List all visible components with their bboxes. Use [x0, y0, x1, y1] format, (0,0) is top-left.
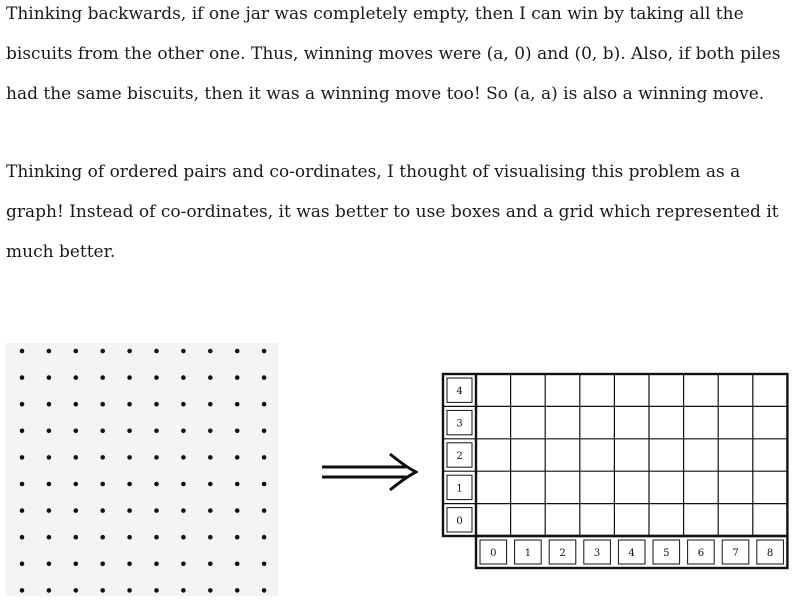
grid-dot [208, 455, 213, 460]
grid-dot [20, 429, 25, 434]
grid-dot [235, 535, 240, 540]
grid-dot [100, 349, 105, 354]
grid-dot [127, 429, 132, 434]
grid-dot [262, 455, 267, 460]
grid-dot [74, 455, 79, 460]
grid-dot [74, 535, 79, 540]
dot-grid-image [5, 343, 278, 596]
grid-dot [127, 482, 132, 487]
col-label: 3 [593, 548, 601, 559]
grid-dot [262, 349, 267, 354]
grid-dot [127, 402, 132, 407]
grid-dot [262, 588, 267, 593]
grid-dot [74, 429, 79, 434]
grid-dot [181, 508, 186, 513]
grid-dot [47, 349, 52, 354]
grid-dot [127, 349, 132, 354]
grid-dot [262, 402, 267, 407]
grid-dot [181, 349, 186, 354]
grid-dot [154, 349, 159, 354]
grid-dot [20, 375, 25, 380]
paragraph-winning-moves: Thinking backwards, if one jar was completely empty, then I can win by taking all the biscuits from the other one. Thus, winning moves were (a, 0) and (0, b). Also, if both piles had the same biscuits, then it was a winning move too! So (a, a) is also a winning move. [6, 4, 781, 104]
grid-dot [235, 588, 240, 593]
grid-dot [181, 562, 186, 567]
paragraph-grid-idea: Thinking of ordered pairs and co-ordinates, I thought of visualising this problem as a graph! Instead of co-ordinates, it was better to use boxes and a grid which represented it much better. [6, 162, 779, 262]
grid-dot [154, 588, 159, 593]
grid-dot [154, 375, 159, 380]
dot-grid [5, 343, 278, 596]
grid-dot [74, 588, 79, 593]
grid-dot [262, 482, 267, 487]
grid-dot [47, 482, 52, 487]
grid-dot [100, 535, 105, 540]
double-right-arrow-icon [322, 450, 418, 498]
grid-dot [235, 402, 240, 407]
grid-dot [100, 482, 105, 487]
grid-dot [47, 429, 52, 434]
grid-dot [262, 535, 267, 540]
grid-dot [100, 508, 105, 513]
grid-dot [127, 375, 132, 380]
grid-dot [262, 508, 267, 513]
grid-dot [235, 508, 240, 513]
grid-dot [20, 508, 25, 513]
grid-dot [20, 455, 25, 460]
grid-dot [47, 402, 52, 407]
grid-dot [47, 535, 52, 540]
grid-dot [262, 375, 267, 380]
grid-dot [127, 535, 132, 540]
grid-dot [20, 562, 25, 567]
grid-dot [47, 455, 52, 460]
grid-dot [208, 429, 213, 434]
grid-dot [208, 508, 213, 513]
col-label: 2 [559, 548, 566, 559]
row-label: 2 [456, 451, 463, 462]
col-label: 6 [697, 548, 705, 559]
grid-dot [100, 455, 105, 460]
grid-dot [181, 429, 186, 434]
grid-dot [262, 562, 267, 567]
grid-dot [154, 429, 159, 434]
grid-dot [127, 562, 132, 567]
grid-dot [235, 429, 240, 434]
box-grid [443, 374, 788, 572]
grid-dot [74, 508, 79, 513]
grid-dot [208, 375, 213, 380]
grid-dot [154, 508, 159, 513]
grid-dot [100, 375, 105, 380]
grid-dot [74, 375, 79, 380]
row-label: 1 [456, 483, 463, 495]
row-label: 3 [456, 418, 463, 430]
grid-dot [74, 562, 79, 567]
grid-dot [154, 455, 159, 460]
grid-dot [154, 535, 159, 540]
grid-dot [181, 482, 186, 487]
grid-dot [235, 482, 240, 487]
grid-dot [74, 402, 79, 407]
grid-dot [181, 535, 186, 540]
col-label: 4 [628, 548, 635, 559]
grid-dot [127, 588, 132, 593]
grid-dot [181, 588, 186, 593]
col-label: 5 [663, 548, 670, 559]
grid-dot [235, 349, 240, 354]
grid-dot [181, 455, 186, 460]
grid-dot [20, 349, 25, 354]
grid-dot [208, 349, 213, 354]
grid-dot [100, 402, 105, 407]
grid-dot [235, 562, 240, 567]
grid-dot [47, 375, 52, 380]
grid-dot [47, 508, 52, 513]
grid-dot [208, 588, 213, 593]
col-label: 1 [524, 548, 532, 559]
row-label: 4 [456, 386, 463, 398]
grid-dot [20, 402, 25, 407]
grid-dot [154, 562, 159, 567]
grid-dot [100, 562, 105, 567]
grid-dot [20, 535, 25, 540]
grid-dot [127, 455, 132, 460]
grid-dot [100, 588, 105, 593]
grid-dot [235, 375, 240, 380]
grid-dot [100, 429, 105, 434]
grid-dot [154, 402, 159, 407]
grid-dot [208, 535, 213, 540]
grid-dot [181, 375, 186, 380]
grid-dot [262, 429, 267, 434]
col-label: 7 [732, 548, 739, 559]
grid-dot [74, 482, 79, 487]
grid-dot [235, 455, 240, 460]
box-grid-figure [443, 374, 788, 572]
grid-dot [20, 482, 25, 487]
grid-dot [127, 508, 132, 513]
grid-dot [47, 588, 52, 593]
grid-dot [74, 349, 79, 354]
col-label: 0 [490, 548, 497, 559]
grid-dot [208, 562, 213, 567]
grid-dot [154, 482, 159, 487]
grid-dot [181, 402, 186, 407]
grid-dot [208, 482, 213, 487]
grid-dot [20, 588, 25, 593]
col-label: 8 [766, 548, 774, 559]
grid-dot [47, 562, 52, 567]
row-label: 0 [456, 515, 463, 527]
grid-dot [208, 402, 213, 407]
